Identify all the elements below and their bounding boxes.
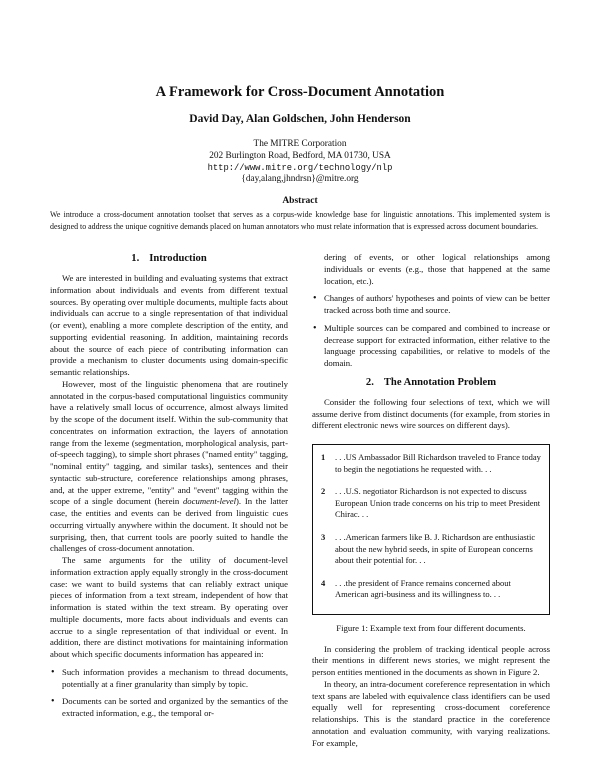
intro-paragraph-3: The same arguments for the utility of document-level information extraction apply equally strongly in the cross-document case: we want to build systems that can reliably extract unique pieces of information from a text stream, independent of how that information is stated within the text stream. By operating over multiple documents, more facts about individuals and events can accrue to a single representation of that individual or event. In addition, there are distinct motivations for maintaining information about which specific documents information has appeared in: [50,555,288,659]
affiliation-url[interactable]: http://www.mitre.org/technology/nlp [207,162,393,173]
section-heading-annotation-problem [312,376,550,389]
figure-1-box [312,444,550,615]
affiliation-name: The MITRE Corporation [253,139,347,149]
affiliation-email: {day,alang,jhndrsn}@mitre.org [241,174,359,185]
example-content: . . .the president of France remains concerned about American agri-business and its willingness to. . . [335,577,511,600]
document-level-term: document-level [182,496,237,507]
list-item [312,323,550,370]
section-heading-introduction [50,252,288,265]
example-content: . . .American farmers like B. J. Richardson are enthusiastic about the new hybrid seeds, in spite of European concerns about their potential for. . . [335,531,536,566]
paper-authors: David Day, Alan Goldschen, John Henderson [189,113,411,125]
abstract-text: We introduce a cross-document annotation toolset that serves as a corpus-wide knowledge base for linguistic annotations. This implemented system is designed to address the unique cognitive demands placed on human annotators who must relate information that is expressed across document boundaries. [50,210,550,231]
problem-paragraph-2: In considering the problem of tracking identical people across their mentions in different news stories, we might represent the person entities mentioned in the documents as shown in Figure 2. [312,643,550,678]
intro-paragraph-2 [50,379,288,555]
list-item-text: Multiple sources can be compared and combined to increase or decrease support for extracted information, either relative to the language processing capabilities, or relative to models of the domain. [324,322,550,368]
example-content: . . .U.S. negotiator Richardson is not expected to discuss European Union trade concerns on his trip to meet President Chirac. . . [335,486,541,520]
example-number: 4 [321,577,326,588]
problem-paragraph-1: Consider the following four selections of text, which we will assume derive from distinct documents (for example, from stories in different electronic news wire sources on different days). [312,396,550,431]
example-content: . . .US Ambassador Bill Richardson traveled to France today to begin the negotiations he requested with. . . [335,452,541,474]
problem-paragraph-3: In theory, an intra-document coreference representation in which text spans are labeled with equivalence class identifiers can be used equally well for representing cross-document coreference relationships. This is the standard practice in the coreference annotation and evaluation community, with varying realizations. For example, [312,678,550,748]
section-number: 1. [131,253,140,264]
left-column [50,252,288,726]
bullet-icon: • [51,666,55,678]
motivation-list-continued [312,252,550,370]
right-column [312,252,550,749]
example-text [321,452,541,475]
list-item [50,696,288,720]
example-number: 1 [321,452,326,462]
list-item [50,667,288,691]
list-item-text: Documents can be sorted and organized by the semantics of the extracted information, e.g., the temporal or- [62,696,288,718]
example-number: 3 [321,531,326,542]
list-item [312,293,550,317]
intro-paragraph-2-part-a: However, most of the linguistic phenomena that are routinely annotated in the corpus-based computational linguistics community have a relatively small locus of occurrence, almost always limited by the scope of the document itself. Within the sub-community that concentrates on information extraction, the layers of annotation range from the lexeme (segmentation, morphological analysis, part-of-speech tagging), to simple short phrases ("named entity" tagging, "nominal entity" tagging, and similar tasks), sentences and their syntactic sub-structure, coreference relationships among phrases, and, at the upper extreme, "entity" and "event" tagging within the scope of a single document (herein [50,378,288,507]
example-text [321,486,541,521]
list-item-continuation [312,252,550,287]
motivation-list [50,667,288,720]
figure-1-caption: Figure 1: Example text from four different documents. [336,622,526,633]
example-number: 2 [321,486,326,497]
paper-title: A Framework for Cross-Document Annotation [155,84,445,100]
affiliation-address: 202 Burlington Road, Bedford, MA 01730, USA [209,150,391,161]
intro-paragraph-2-part-b: ). In the latter case, the entities and events can be derived from linguistic cues occurring virtually anywhere within the document. It should not be surprising, then, that current tools are poorly suited to handle the challenges of cross-document annotation. [50,496,289,554]
section-title: The Annotation Problem [383,376,497,388]
bullet-icon: • [313,322,317,334]
intro-paragraph-1: We are interested in building and evaluating systems that extract information about individuals and events from different textual sources. By operating over multiple documents, multiple facts about individuals can accrue to a single representation of that individual (or event), enabling a more complete description of the entity, and supporting evidential reasoning. In addition, maintaining records about the source of each piece of contributing information can provide a mechanism to cluster documents using domain-specific semantic relationships. [50,273,288,377]
list-item-text: Changes of authors' hypotheses and points of view can be better tracked across both time and source. [324,293,550,315]
abstract-heading: Abstract [282,196,318,206]
section-number: 2. [365,376,374,388]
affiliation-block [0,139,600,186]
example-text [321,532,541,567]
bullet-icon: • [313,293,317,305]
list-item-text: dering of events, or other logical relationships among individuals or events (e.g., those that happened at the same location, etc.). [324,252,550,286]
example-text [321,578,541,601]
list-item-text: Such information provides a mechanism to thread documents, potentially at a finer granularity than simply by topic. [62,666,288,689]
bullet-icon: • [51,696,55,708]
section-title: Introduction [149,253,207,264]
